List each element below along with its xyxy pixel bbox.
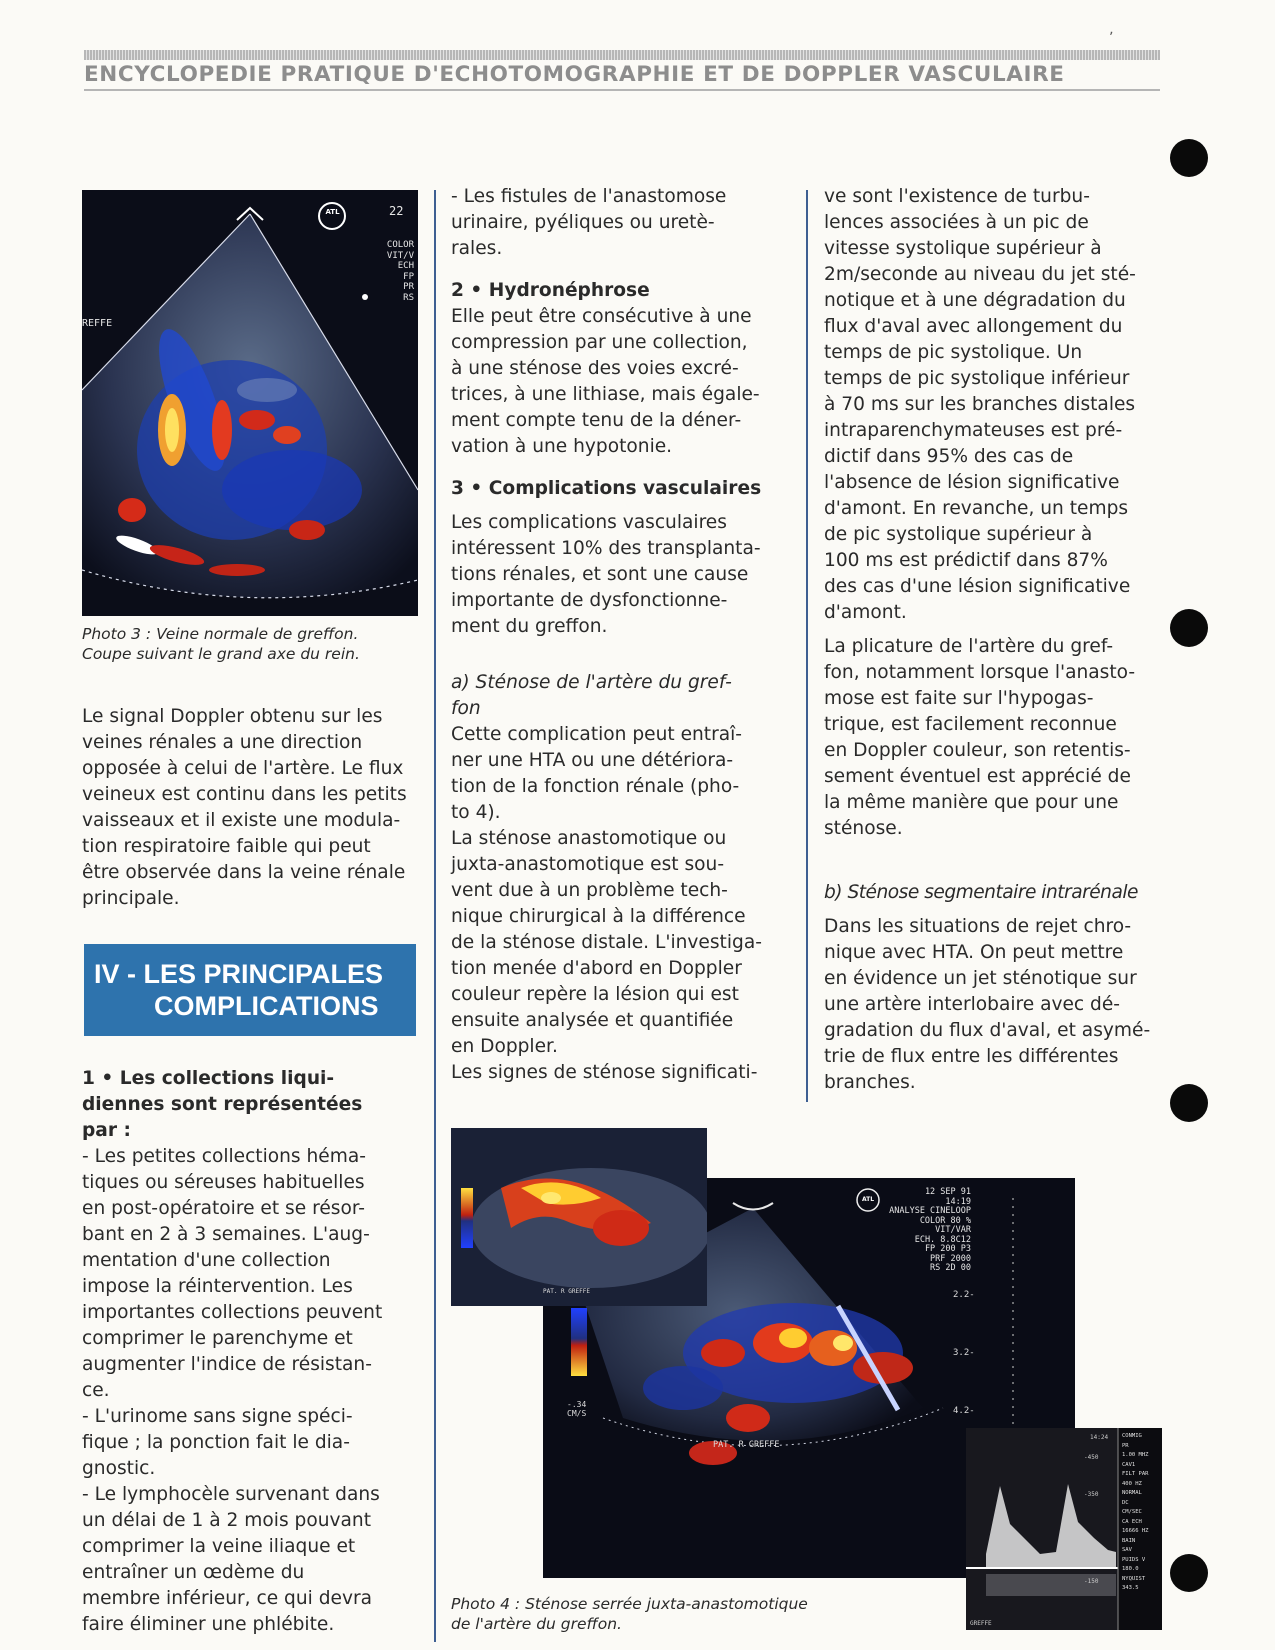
text-line: La sténose anastomotique ou [451, 828, 727, 849]
text-line: mentation d'une collection [82, 1250, 331, 1271]
left-column-collections [82, 1066, 422, 1638]
text-line: de la sténose distale. L'investiga- [451, 932, 762, 953]
right-column [824, 184, 1164, 1096]
text-line: comprimer le parenchyme et [82, 1328, 353, 1349]
spectral-param: 16666 HZ [1122, 1528, 1149, 1534]
text-line: vation à une hypotonie. [451, 436, 673, 457]
photo3-overlay-number: 22 [389, 204, 404, 218]
text-line: membre inférieur, ce qui devra [82, 1588, 373, 1609]
text-line: principale. [82, 888, 180, 909]
text-line: - Le lymphocèle survenant dans [82, 1484, 380, 1505]
text-line: sténose. [824, 818, 903, 839]
spectral-footer: GREFFE [970, 1620, 992, 1627]
text-line: en évidence un jet sténotique sur [824, 968, 1137, 989]
spectral-param: CONMIG [1122, 1433, 1142, 1439]
text-line: tions rénales, et sont une cause [451, 564, 749, 585]
photo4-logo: ATL [861, 1196, 875, 1203]
text-line: Les complications vasculaires [451, 512, 727, 533]
subheading-stenose-segmentaire: b) Sténose segmentaire intrarénale [824, 882, 1138, 903]
text-line: juxta-anastomotique est sou- [451, 854, 725, 875]
text-line: sement éventuel est apprécié de [824, 766, 1131, 787]
text-line: 100 ms est prédictif dans 87% [824, 550, 1108, 571]
spectral-param: PR [1122, 1442, 1129, 1449]
spectral-param: 400 HZ [1122, 1480, 1142, 1487]
caption-line: Photo 3 : Veine normale de greffon. [82, 625, 359, 643]
photo3-overlay-params [368, 240, 414, 303]
caption-line: Photo 4 : Sténose serrée juxta-anastomotique [451, 1595, 808, 1613]
overlay-line: COLOR 80 % [919, 1215, 971, 1226]
spectral-param: CAV1 [1122, 1461, 1136, 1468]
heading-hydronephrose: 2 • Hydronéphrose [451, 280, 650, 301]
overlay-line: ANALYSE CINELOOP [889, 1206, 971, 1216]
text-line: ve sont l'existence de turbu- [824, 186, 1090, 207]
spectral-param: FILT PAR [1122, 1471, 1149, 1477]
text-line: ner une HTA ou une détériora- [451, 750, 734, 771]
text-line: en Doppler couleur, son retentis- [824, 740, 1131, 761]
text-line: faire éliminer une phlébite. [82, 1614, 335, 1635]
spectral-scale-mark: -450 [1084, 1454, 1099, 1461]
section-heading-box [84, 944, 416, 1036]
spectral-param: 180.0 [1122, 1566, 1139, 1572]
text-line: temps de pic systolique. Un [824, 342, 1083, 363]
text-line: - Les fistules de l'anastomose [451, 186, 727, 207]
spectral-param: 1.00 MHZ [1122, 1452, 1149, 1458]
section-title-line: COMPLICATIONS [154, 991, 379, 1021]
photo4-overlay-text [843, 1188, 971, 1274]
overlay-line: 14:19 [945, 1196, 971, 1207]
running-header: ENCYCLOPEDIE PRATIQUE D'ECHOTOMOGRAPHIE ET DE DOPPLER VASCULAIRE [84, 62, 1065, 87]
text-line: entraîner un œdème du [82, 1562, 305, 1583]
text-line: la même manière que pour une [824, 792, 1119, 813]
header-band [84, 50, 1160, 60]
text-line: augmenter l'indice de résistan- [82, 1354, 372, 1375]
text-line: La plicature de l'artère du gref- [824, 636, 1114, 657]
overlay-param: COLOR [386, 240, 414, 250]
text-line: tion respiratoire faible qui peut [82, 836, 371, 857]
text-line: temps de pic systolique inférieur [824, 368, 1130, 389]
text-line: dictif dans 95% des cas de [824, 446, 1074, 467]
spectral-param: DC [1122, 1499, 1129, 1506]
photo4-caption [451, 1594, 931, 1634]
text-line: opposée à celui de l'artère. Le flux [82, 758, 404, 779]
text-line: importantes collections peuvent [82, 1302, 383, 1323]
text-line: trique, est facilement reconnue [824, 714, 1117, 735]
heading-collections: 1 • Les collections liqui- [82, 1068, 335, 1089]
overlay-line: RS 2D 00 [930, 1263, 971, 1273]
photo3-overlay-label: REFFE [82, 318, 113, 329]
depth-mark: 2.2- [953, 1290, 975, 1300]
text-line: Dans les situations de rejet chro- [824, 916, 1132, 937]
spectral-time: 14:24 [1090, 1434, 1109, 1441]
overlay-param: VIT/V [386, 250, 414, 261]
caption-line: de l'artère du greffon. [451, 1615, 622, 1633]
photo4-spectral-doppler [966, 1428, 1162, 1630]
spectral-param: CA ECH [1122, 1518, 1142, 1525]
text-line: bant en 2 à 3 semaines. L'aug- [82, 1224, 370, 1245]
spectral-param: BAIN [1122, 1537, 1136, 1544]
text-line: to 4). [451, 802, 501, 823]
photo3-caption [82, 624, 422, 664]
text-line: 2m/seconde au niveau du jet sté- [824, 264, 1136, 285]
text-line: intéressent 10% des transplanta- [451, 538, 761, 559]
overlay-param: PR [403, 282, 414, 292]
text-line: branches. [824, 1072, 916, 1093]
text-line: d'amont. En revanche, un temps [824, 498, 1129, 519]
text-line: lences associées à un pic de [824, 212, 1089, 233]
text-line: intraparenchymateuses est pré- [824, 420, 1123, 441]
text-line: fon, notamment lorsque l'anasto- [824, 662, 1136, 683]
caption-line: Coupe suivant le grand axe du rein. [82, 645, 360, 663]
text-line: flux d'aval avec allongement du [824, 316, 1123, 337]
overlay-line: PRF 2000 [930, 1253, 971, 1264]
column-rule [806, 190, 808, 1102]
photo4-patient-label: PAT. R GREFFE [713, 1440, 780, 1450]
text-line: - Les petites collections héma- [82, 1146, 366, 1167]
binder-hole [1170, 139, 1208, 177]
text-line: veineux est continu dans les petits [82, 784, 407, 805]
text-line: de pic systolique supérieur à [824, 524, 1093, 545]
text-line: tion menée d'abord en Doppler [451, 958, 742, 979]
text-line: Elle peut être consécutive à une [451, 306, 752, 327]
photo3-logo: ATL [325, 208, 340, 216]
spectral-param: SAV [1122, 1547, 1132, 1553]
text-line: - L'urinome sans signe spéci- [82, 1406, 353, 1427]
spectral-scale-mark: -150 [1084, 1578, 1099, 1585]
binder-hole [1170, 1554, 1208, 1592]
overlay-param: ECH [397, 261, 414, 271]
text-line: d'amont. [824, 602, 907, 623]
text-line: Les signes de sténose significati- [451, 1062, 758, 1083]
photo4-scale-label [567, 1400, 586, 1418]
text-line: être observée dans la veine rénale [82, 862, 406, 883]
text-line: fique ; la ponction fait le dia- [82, 1432, 350, 1453]
spectral-param: PUIDS V [1122, 1556, 1146, 1563]
text-line: à 70 ms sur les branches distales [824, 394, 1136, 415]
text-line: nique avec HTA. On peut mettre [824, 942, 1124, 963]
overlay-line: ECH. 8.8C12 [914, 1234, 971, 1245]
text-line: veines rénales a une direction [82, 732, 363, 753]
text-line: ment du greffon. [451, 616, 608, 637]
photo4-inset-image [451, 1128, 707, 1306]
text-line: importante de dysfonctionne- [451, 590, 728, 611]
overlay-param: RS [403, 292, 414, 303]
text-line: comprimer la veine iliaque et [82, 1536, 356, 1557]
text-line: gnostic. [82, 1458, 156, 1479]
overlay-line: FP 200 P3 [924, 1244, 971, 1254]
overlay-line: VIT/VAR [935, 1225, 971, 1235]
scale-label-line: -.34 [567, 1400, 587, 1409]
text-line: en post-opératoire et se résor- [82, 1198, 366, 1219]
header-rule [84, 89, 1160, 91]
text-line: tiques ou séreuses habituelles [82, 1172, 365, 1193]
spectral-params [1122, 1432, 1162, 1594]
spectral-param: CM/SEC [1122, 1509, 1142, 1515]
text-line: impose la réintervention. Les [82, 1276, 353, 1297]
left-column-intro [82, 704, 422, 912]
depth-mark: 4.2- [953, 1406, 975, 1416]
text-line: Le signal Doppler obtenu sur les [82, 706, 383, 727]
text-line: compression par une collection, [451, 332, 748, 353]
spectral-param: NYQUIST [1122, 1575, 1146, 1582]
text-line: urinaire, pyéliques ou uretè- [451, 212, 715, 233]
column-rule [434, 190, 436, 1642]
spectral-scale-mark: -350 [1084, 1491, 1099, 1498]
overlay-line: 12 SEP 91 [924, 1187, 971, 1197]
text-line: couleur repère la lésion qui est [451, 984, 739, 1005]
text-line: mose est faite sur l'hypogas- [824, 688, 1094, 709]
spectral-scale [1084, 1454, 1098, 1585]
text-line: en Doppler. [451, 1036, 558, 1057]
text-line: un délai de 1 à 2 mois pouvant [82, 1510, 371, 1531]
photo4-inset-label: PAT. R GREFFE [543, 1288, 590, 1295]
overlay-param: FP [403, 271, 414, 282]
spectral-param: NORMAL [1122, 1490, 1142, 1496]
text-line: notique et à une dégradation du [824, 290, 1126, 311]
corner-mark: ʼ [1109, 30, 1114, 46]
text-line: ment compte tenu de la déner- [451, 410, 742, 431]
text-line: nique chirurgical à la différence [451, 906, 746, 927]
middle-column [451, 184, 795, 1086]
text-line: des cas d'une lésion significative [824, 576, 1131, 597]
text-line: ce. [82, 1380, 110, 1401]
text-line: vent due à un problème tech- [451, 880, 728, 901]
text-line: à une sténose des voies excré- [451, 358, 739, 379]
text-line: vitesse systolique supérieur à [824, 238, 1102, 259]
depth-mark: 3.2- [953, 1348, 975, 1358]
heading-collections: par : [82, 1120, 131, 1141]
section-title-line: IV - LES PRINCIPALES [94, 959, 384, 989]
heading-complications-vasculaires: 3 • Complications vasculaires [451, 478, 762, 499]
subheading-stenose-artere: fon [451, 698, 481, 719]
subheading-stenose-artere: a) Sténose de l'artère du gref- [451, 672, 732, 693]
scale-label-line: CM/S [567, 1409, 587, 1418]
text-line: l'absence de lésion significative [824, 472, 1120, 493]
photo4-inset-ultrasound [451, 1128, 707, 1306]
text-line: une artère interlobaire avec dé- [824, 994, 1121, 1015]
text-line: rales. [451, 238, 503, 259]
spectral-param: 343.5 [1122, 1585, 1139, 1591]
text-line: ensuite analysée et quantifiée [451, 1010, 734, 1031]
text-line: tion de la fonction rénale (pho- [451, 776, 740, 797]
photo3-ultrasound [82, 190, 418, 616]
text-line: Cette complication peut entraî- [451, 724, 742, 745]
text-line: trie de flux entre les différentes [824, 1046, 1119, 1067]
text-line: vaisseaux et il existe une modula- [82, 810, 401, 831]
text-line: trices, à une lithiase, mais égale- [451, 384, 760, 405]
text-line: gradation du flux d'aval, et asymé- [824, 1020, 1151, 1041]
binder-hole [1170, 609, 1208, 647]
binder-hole [1170, 1084, 1208, 1122]
heading-collections: diennes sont représentées [82, 1094, 363, 1115]
